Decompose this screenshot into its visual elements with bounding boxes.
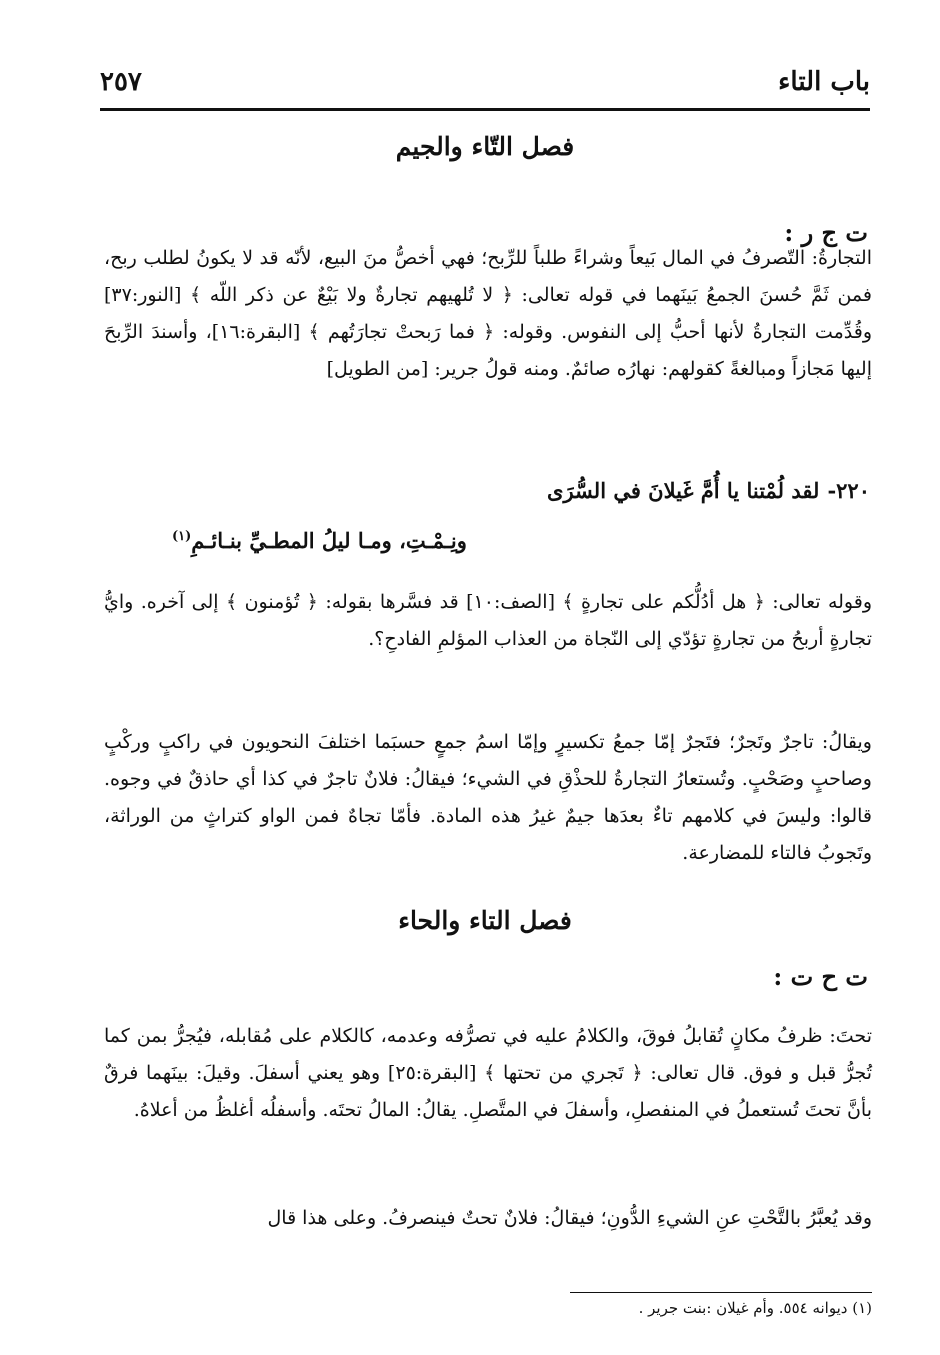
footnote-marker: (١) <box>172 529 192 544</box>
root-heading-tht: ت ح ت : <box>773 962 868 991</box>
paragraph-tijara-definition: التجارةُ: التّصرفُ في المال بَيعاً وشراءً طلباً للرِّبح؛ فهي أخصُّ منَ البيع، لأنّه قد لا يكونُ لطلب ربح، فمن ثَمَّ حُسنَ الجمعُ بَينَهما في قوله تعالى: ﴿ لا تُلهيهم تجارةٌ ولا بَيْعٌ عن ذكر اللّه ﴾ [النور:٣٧] وقُدِّمت التجارةُ لأنها أحبُّ إلى النفوس. وقوله: ﴿ فما رَبحتْ تجارَتُهم ﴾ [البقرة:١٦]، وأسندَ الرِّبحَ إليها مَجازاً ومبالغةً كقولهم: نهارُه صائمٌ. ومنه قولُ جرير: [من الطويل] <box>104 247 872 380</box>
paragraph-tajir-plural: ويقالُ: تاجرٌ وتَجرٌ؛ فتَجرٌ إمّا جمعُ تكسيرٍ وإمّا اسمُ جمعٍ حسبَما اختلفَ النحويون في راكبٍ وركْبٍ وصاحبٍ وصَحْبٍ. وتُستعارُ التجارةُ للحذْقِ في الشيء؛ فيقالُ: فلانٌ تاجرٌ في كذا أي حاذقٌ في وجوه. قالوا: وليسَ في كلامهم تاءٌ بعدَها جيمٌ غيرُ هذه المادة. فأمّا تجاهٌ فمن الواو كتراثٍ من الوراثة، وتَجوبُ فالتاء للمضارعة. <box>104 731 872 864</box>
paragraph-taht-dun: وقد يُعبَّرُ بالتَّحْتِ عنِ الشيءِ الدُّونِ؛ فيقالُ: فلانٌ تحتٌ فينصرفُ. وعلى هذا قال <box>267 1207 872 1229</box>
footnote-rule <box>570 1292 872 1293</box>
page-number: ٢٥٧ <box>100 67 142 97</box>
verse-number: ٢٢٠- <box>827 478 870 503</box>
section-title-ta-ha: فصل التاء والحاء <box>398 906 572 935</box>
footnote: (١) ديوانه ٥٥٤. وأم غيلان :بنت جرير . <box>638 1299 872 1317</box>
verse-line-2 <box>172 528 467 553</box>
paragraph-taht-definition: تحتَ: ظرفُ مكانٍ تُقابلُ فوقَ، والكلامُ عليه في تصرُّفه وعدمه، كالكلام على مُقابله، فيُجرُّ بمن كما تُجرُّ قبل و فوق. قال تعالى: ﴿ تَجري من تحتها ﴾ [البقرة:٢٥] وهو يعني أسفلَ. وقيلَ: بينَهما فرقٌ بأنَّ تحتَ تُستعملُ في المنفصلِ، وأسفلَ في المتَّصلِ. يقالُ: المالُ تحتَه. وأسفلُه أغلظُ من أعلاهُ. <box>104 1025 872 1121</box>
chapter-title: باب التاء <box>778 67 870 97</box>
running-head <box>100 62 870 102</box>
header-rule <box>100 108 870 111</box>
verse-hemistich-1: لقد لُمْتنا يا أُمَّ غَيلانَ في السُّرَى <box>547 478 820 503</box>
verse-line-1 <box>547 478 870 503</box>
section-title-ta-jim: فصل التّاء والجيم <box>395 132 575 161</box>
root-heading-tjr: ت ج ر : <box>784 218 868 247</box>
verse-hemistich-2: ونِـمْـتِ، ومـا ليلُ المطـيِّ بنـائـمِ <box>191 528 467 553</box>
paragraph-tijara-verse: وقوله تعالى: ﴿ هل أدُلُّكم على تجارةٍ ﴾ [الصف:١٠] قد فسَّرها بقوله: ﴿ تُؤمنون ﴾ إلى آخره. وايُّ تجارةٍ أربحُ من تجارةٍ تؤدّي إلى النّجاة من العذاب المؤلمِ الفادحِ؟. <box>104 591 873 650</box>
